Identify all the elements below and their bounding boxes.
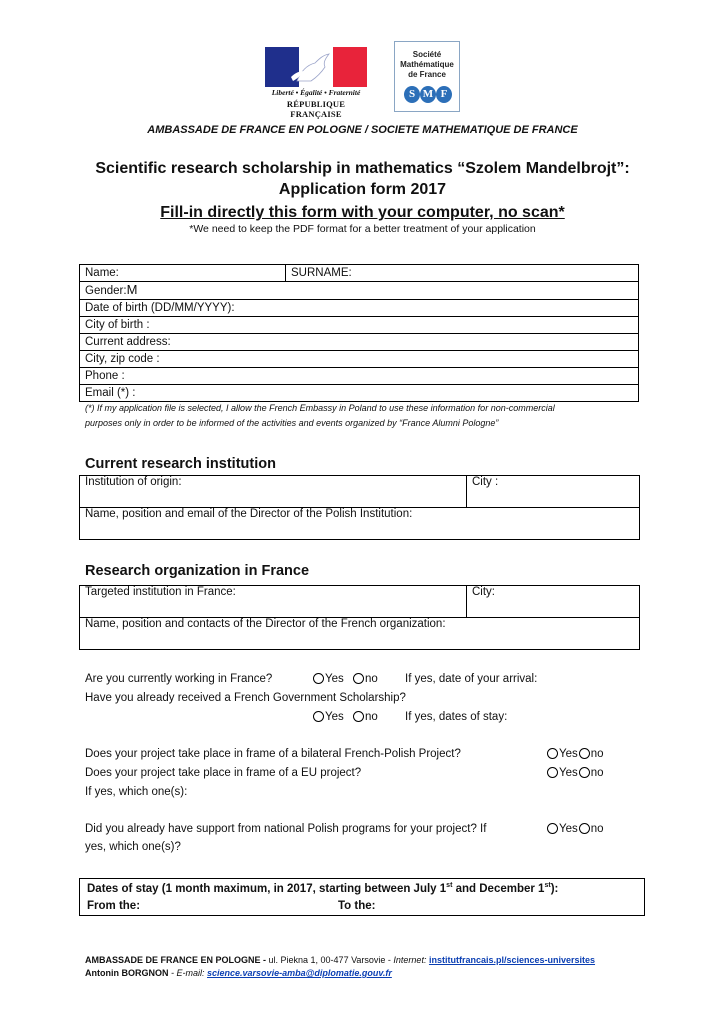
question-polish-support: Did you already have support from national Polish programs for your project? If yes, which one(s)? xyxy=(85,823,487,853)
footer-org: AMBASSADE DE FRANCE EN POLOGNE - xyxy=(85,955,267,965)
working-france-radios: Yes no xyxy=(313,670,378,688)
france-organization-table xyxy=(79,585,640,650)
current-institution-table xyxy=(79,475,640,540)
working-france-no-radio[interactable] xyxy=(353,673,364,684)
bilateral-radios: Yes no xyxy=(547,745,604,763)
institution-origin-field[interactable]: Institution of origin: xyxy=(80,476,467,508)
which-projects-label: If yes, which one(s): xyxy=(85,786,188,798)
targeted-institution-field[interactable]: Targeted institution in France: xyxy=(80,586,467,618)
eu-no-radio[interactable] xyxy=(579,767,590,778)
eu-radios: Yes no xyxy=(547,764,604,782)
footer-address: ul. Piekna 1, 00-477 Varsovie - xyxy=(266,955,394,965)
page-title-line2: Application form 2017 xyxy=(278,181,447,198)
polish-director-field[interactable]: Name, position and email of the Director of the Polish Institution: xyxy=(80,508,640,540)
email-field[interactable]: Email (*) : xyxy=(80,385,639,402)
smf-logo-text: Société Mathématique de France xyxy=(400,50,454,79)
surname-field[interactable]: SURNAME: xyxy=(286,265,639,282)
france-city-field[interactable]: City: xyxy=(467,586,640,618)
page-title-line1: Scientific research scholarship in mathematics “Szolem Mandelbrojt”: xyxy=(95,160,630,177)
republique-francaise-logo xyxy=(262,44,370,119)
page-title-instruction: Fill-in directly this form with your computer, no scan* xyxy=(160,204,565,221)
privacy-footnote: (*) If my application file is selected, I allow the French Embassy in Poland to use these information for non-commercial purposes only in order to be informed of the activities and events organized by “France Alumni Pologne” xyxy=(85,403,555,428)
question-eu: Does your project take place in frame of a EU project? xyxy=(85,767,362,779)
section-title-france-organization: Research organization in France xyxy=(85,563,310,579)
polish-support-yes-radio[interactable] xyxy=(547,823,558,834)
working-france-yes-radio[interactable] xyxy=(313,673,324,684)
gender-field[interactable]: Gender:M xyxy=(80,282,639,300)
footer-email-label: - E-mail: xyxy=(168,968,208,978)
marianne-flag-icon xyxy=(265,47,367,87)
republique-motto: Liberté • Égalité • Fraternité xyxy=(271,88,361,97)
smf-badges xyxy=(404,86,452,103)
section-title-current-institution: Current research institution xyxy=(85,456,276,472)
scholarship-no-radio[interactable] xyxy=(353,711,364,722)
dates-of-stay-heading: Dates of stay (1 month maximum, in 2017, starting between July 1st and December 1st): xyxy=(87,882,559,895)
gender-value[interactable]: M xyxy=(126,282,138,297)
city-of-birth-field[interactable]: City of birth : xyxy=(80,317,639,334)
french-director-field[interactable]: Name, position and contacts of the Director of the French organization: xyxy=(80,618,640,650)
smf-badge-m: M xyxy=(420,86,436,103)
city-zip-field[interactable]: City, zip code : xyxy=(80,351,639,368)
scholarship-radios: Yes no xyxy=(313,708,378,726)
footer-internet-link[interactable]: institutfrancais.pl/sciences-universites xyxy=(428,955,596,965)
arrival-date-label: If yes, date of your arrival: xyxy=(405,673,538,685)
dates-of-stay-label: If yes, dates of stay: xyxy=(405,711,508,723)
smf-badge-s: S xyxy=(404,86,420,103)
eu-yes-radio[interactable] xyxy=(547,767,558,778)
current-address-field[interactable]: Current address: xyxy=(80,334,639,351)
dates-of-stay-box[interactable] xyxy=(79,878,645,916)
smf-logo xyxy=(394,41,460,112)
question-scholarship: Have you already received a French Government Scholarship? xyxy=(85,692,406,704)
institution-city-field[interactable]: City : xyxy=(467,476,640,508)
page-footer xyxy=(85,954,685,980)
question-bilateral: Does your project take place in frame of a bilateral French-Polish Project? xyxy=(85,748,461,760)
embassy-header: AMBASSADE DE FRANCE EN POLOGNE / SOCIETE MATHEMATIQUE DE FRANCE xyxy=(147,124,578,136)
to-date-label: To the: xyxy=(338,900,376,912)
bilateral-yes-radio[interactable] xyxy=(547,748,558,759)
scholarship-yes-radio[interactable] xyxy=(313,711,324,722)
bilateral-no-radio[interactable] xyxy=(579,748,590,759)
personal-info-table xyxy=(79,264,639,402)
date-of-birth-field[interactable]: Date of birth (DD/MM/YYYY): xyxy=(80,300,639,317)
footer-person: Antonin BORGNON xyxy=(85,968,169,978)
footer-internet-label: Internet: xyxy=(393,955,427,965)
phone-field[interactable]: Phone : xyxy=(80,368,639,385)
footer-email-link[interactable]: science.varsovie-amba@diplomatie.gouv.fr xyxy=(207,968,392,978)
question-working-france: Are you currently working in France? xyxy=(85,673,273,685)
republique-name: RÉPUBLIQUE FRANÇAISE xyxy=(286,99,346,119)
polish-support-no-radio[interactable] xyxy=(579,823,590,834)
polish-support-radios: Yes no xyxy=(547,820,604,838)
name-field[interactable]: Name: xyxy=(80,265,286,282)
format-note: *We need to keep the PDF format for a better treatment of your application xyxy=(189,223,536,235)
smf-badge-f: F xyxy=(436,86,452,103)
from-date-label: From the: xyxy=(87,900,141,912)
